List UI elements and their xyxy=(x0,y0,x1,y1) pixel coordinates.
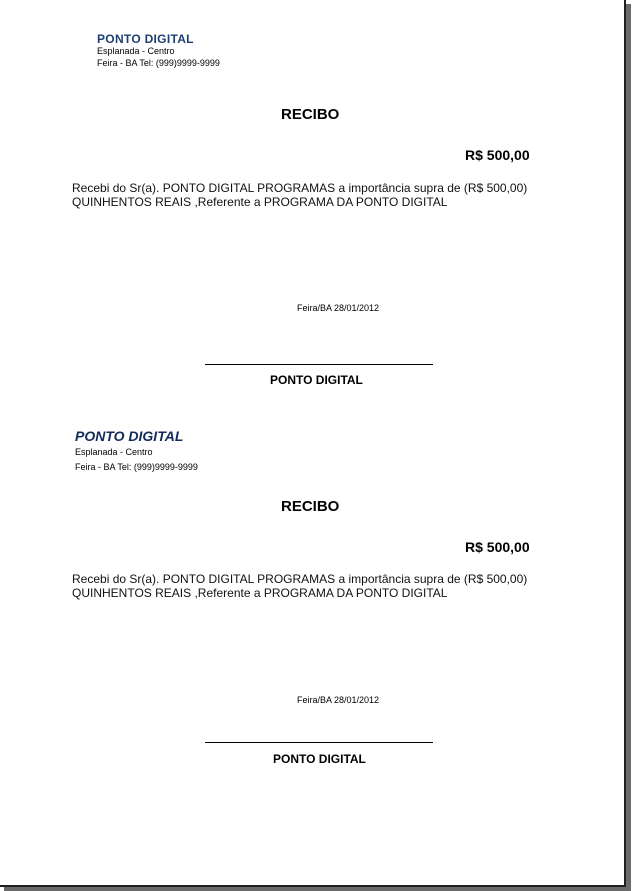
place-date: Feira/BA 28/01/2012 xyxy=(297,303,380,313)
receipt-body xyxy=(72,572,552,600)
receipt-title: RECIBO xyxy=(281,498,340,515)
receipt-body-line-2: QUINHENTOS REAIS ,Referente a PROGRAMA DA PONTO DIGITAL xyxy=(72,195,448,209)
company-name: PONTO DIGITAL xyxy=(75,428,184,444)
page-shadow-bottom xyxy=(4,887,631,891)
company-name: PONTO DIGITAL xyxy=(97,32,194,46)
place-date: Feira/BA 28/01/2012 xyxy=(297,695,380,705)
receipt-body-line-2: QUINHENTOS REAIS ,Referente a PROGRAMA DA PONTO DIGITAL xyxy=(72,586,448,600)
page-shadow-right xyxy=(626,4,631,890)
signature-line xyxy=(205,742,433,743)
receipt-title: RECIBO xyxy=(281,106,340,123)
receipt-body-line-1: Recebi do Sr(a). PONTO DIGITAL PROGRAMAS a importância supra de (R$ 500,00) xyxy=(72,572,528,586)
receipt-body-line-1: Recebi do Sr(a). PONTO DIGITAL PROGRAMAS a importância supra de (R$ 500,00) xyxy=(72,181,528,195)
receipt-amount: R$ 500,00 xyxy=(465,539,530,555)
company-contact: Feira - BA Tel: (999)9999-9999 xyxy=(75,462,198,472)
company-contact: Feira - BA Tel: (999)9999-9999 xyxy=(97,58,220,68)
receipt-body xyxy=(72,181,552,209)
company-address: Esplanada - Centro xyxy=(75,447,153,457)
signature-name: PONTO DIGITAL xyxy=(270,373,363,387)
company-address: Esplanada - Centro xyxy=(97,46,175,56)
receipt-amount: R$ 500,00 xyxy=(465,147,530,163)
signature-name: PONTO DIGITAL xyxy=(273,752,366,766)
signature-line xyxy=(205,364,433,365)
